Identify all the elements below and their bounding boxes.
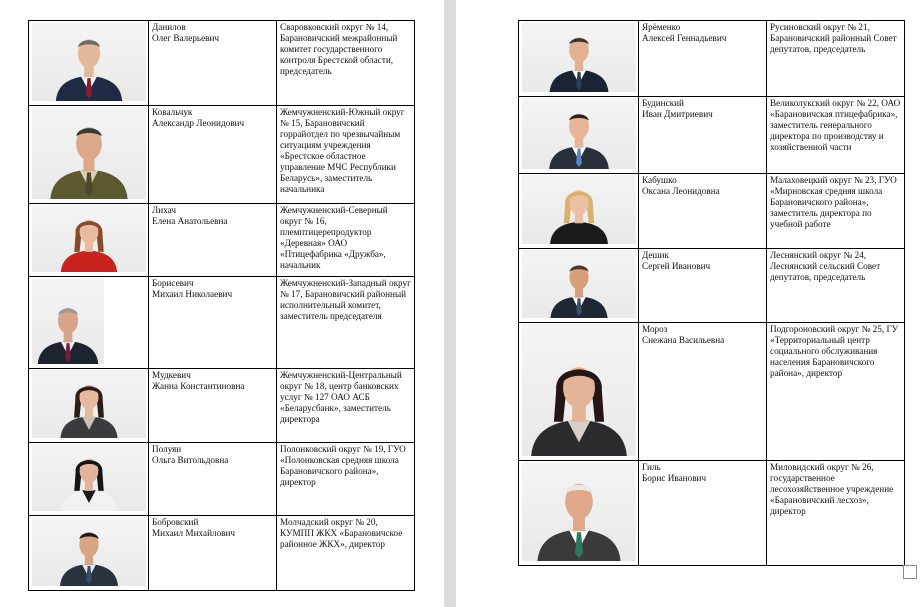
portrait-photo <box>32 444 146 511</box>
portrait-illustration <box>522 22 636 92</box>
portrait-photo <box>522 22 636 92</box>
portrait-photo <box>32 22 146 101</box>
district-cell: Миловидский округ № 26, государственное лесохозяйственное учреждение «Барановичский лесхоз», директор <box>767 461 905 566</box>
photo-cell <box>29 21 149 106</box>
name-cell <box>149 21 277 106</box>
district-cell: Леснянский округ № 24, Леснянский сельский Совет депутатов, председатель <box>767 249 905 323</box>
deputy-surname: Данилов <box>152 22 186 32</box>
portrait-illustration <box>522 175 636 244</box>
deputy-surname: Мудкевич <box>152 370 191 380</box>
name-cell <box>149 106 277 204</box>
name-cell <box>149 277 277 369</box>
district-cell: Полонковский округ № 19, ГУО «Полонковская средняя школа Барановичского района», директор <box>277 443 415 516</box>
table-row <box>519 249 905 323</box>
table-row <box>29 443 415 516</box>
page-gutter <box>444 0 456 607</box>
district-cell: Русиновский округ № 21, Барановичский районный Совет депутатов, председатель <box>767 21 905 97</box>
name-cell <box>639 174 767 249</box>
portrait-illustration <box>32 107 146 199</box>
deputy-given-name: Борис Иванович <box>642 473 707 483</box>
page-resize-handle[interactable] <box>903 565 917 579</box>
district-cell: Жемчужненский-Южный округ № 15, Барановичский горрайотдел по чрезвычайным ситуациям учреждения «Брестское областное управление МЧС Республики Беларусь», заместитель начальника <box>277 106 415 204</box>
portrait-photo <box>32 205 146 272</box>
photo-cell <box>519 174 639 249</box>
deputy-surname: Ярёменко <box>642 22 681 32</box>
photo-cell <box>29 443 149 516</box>
district-cell: Сваровковский округ № 14, Барановичский межрайонный комитет государственного контроля Брестской области, председатель <box>277 21 415 106</box>
portrait-illustration <box>32 517 146 586</box>
portrait-photo <box>32 517 146 586</box>
photo-cell <box>29 369 149 443</box>
portrait-illustration <box>522 324 636 456</box>
photo-cell <box>29 277 149 369</box>
photo-cell <box>519 461 639 566</box>
deputy-surname: Дешик <box>642 250 669 260</box>
table-row <box>519 21 905 97</box>
portrait-illustration <box>32 278 104 364</box>
portrait-illustration <box>32 370 146 438</box>
photo-cell <box>29 106 149 204</box>
deputy-surname: Будинский <box>642 98 684 108</box>
portrait-photo <box>32 107 146 199</box>
deputy-given-name: Оксана Леонидовна <box>642 186 720 196</box>
name-cell <box>639 21 767 97</box>
deputy-given-name: Ольга Витольдовна <box>152 455 229 465</box>
deputy-surname: Борисевич <box>152 278 194 288</box>
deputy-given-name: Михаил Николаевич <box>152 289 233 299</box>
portrait-illustration <box>522 250 636 318</box>
portrait-photo <box>522 324 636 456</box>
portrait-photo <box>522 175 636 244</box>
table-row <box>519 174 905 249</box>
district-cell: Подгороновский округ № 25, ГУ «Территориальный центр социального обслуживания населения Барановичского района», директор <box>767 323 905 461</box>
deputy-surname: Полуян <box>152 444 182 454</box>
portrait-photo <box>32 278 104 364</box>
name-cell <box>149 443 277 516</box>
district-cell: Великолукский округ № 22, ОАО «Барановичская птицефабрика», заместитель генерального директора по производству и хозяйственной части <box>767 97 905 174</box>
deputies-table-left <box>28 20 415 591</box>
deputy-given-name: Сергей Иванович <box>642 261 711 271</box>
photo-cell <box>519 21 639 97</box>
table-row <box>519 97 905 174</box>
portrait-illustration <box>522 462 636 561</box>
deputy-surname: Кабушко <box>642 175 677 185</box>
table-row <box>519 461 905 566</box>
portrait-illustration <box>32 22 146 101</box>
portrait-photo <box>522 98 636 169</box>
deputy-given-name: Александр Леонидович <box>152 118 245 128</box>
deputy-given-name: Иван Дмитриевич <box>642 109 713 119</box>
photo-cell <box>519 249 639 323</box>
table-row <box>29 204 415 277</box>
district-cell: Молчадский округ № 20, КУМПП ЖКХ «Барановичское районное ЖКХ», директор <box>277 516 415 591</box>
deputy-given-name: Алексей Геннадьевич <box>642 33 727 43</box>
portrait-photo <box>522 462 636 561</box>
name-cell <box>639 249 767 323</box>
district-cell: Жемчужненский-Северный округ № 16, племптицерепродуктор «Деревная» ОАО «Птицефабрика «Дружба», начальник <box>277 204 415 277</box>
table-row <box>29 516 415 591</box>
table-row <box>29 369 415 443</box>
deputy-surname: Лихач <box>152 205 176 215</box>
photo-cell <box>29 516 149 591</box>
name-cell <box>639 323 767 461</box>
portrait-photo <box>32 370 146 438</box>
table-row <box>29 277 415 369</box>
deputy-given-name: Елена Анатольевна <box>152 216 228 226</box>
photo-cell <box>29 204 149 277</box>
name-cell <box>149 516 277 591</box>
deputy-given-name: Снежана Васильевна <box>642 335 725 345</box>
deputy-given-name: Михаил Михайлович <box>152 528 236 538</box>
portrait-illustration <box>32 205 146 272</box>
portrait-photo <box>522 250 636 318</box>
name-cell <box>639 97 767 174</box>
table-row <box>29 106 415 204</box>
deputy-given-name: Жанна Константиновна <box>152 381 245 391</box>
deputy-surname: Бобровский <box>152 517 199 527</box>
name-cell <box>149 204 277 277</box>
deputy-surname: Мороз <box>642 324 668 334</box>
district-cell: Малаховецкий округ № 23, ГУО «Мирновская средняя школа Барановичского района», заместитель директора по учебной работе <box>767 174 905 249</box>
deputy-surname: Ковальчук <box>152 107 193 117</box>
photo-cell <box>519 97 639 174</box>
deputies-table-right <box>518 20 905 566</box>
district-cell: Жемчужненский-Центральный округ № 18, центр банковских услуг № 127 ОАО АСБ «Беларусбанк», заместитель директора <box>277 369 415 443</box>
deputy-given-name: Олег Валерьевич <box>152 33 220 43</box>
portrait-illustration <box>522 98 636 169</box>
name-cell <box>149 369 277 443</box>
table-row <box>29 21 415 106</box>
portrait-illustration <box>32 444 146 511</box>
photo-cell <box>519 323 639 461</box>
name-cell <box>639 461 767 566</box>
deputy-surname: Гиль <box>642 462 661 472</box>
table-row <box>519 323 905 461</box>
district-cell: Жемчужненский-Западный округ № 17, Барановичский районный исполнительный комитет, заместитель председателя <box>277 277 415 369</box>
